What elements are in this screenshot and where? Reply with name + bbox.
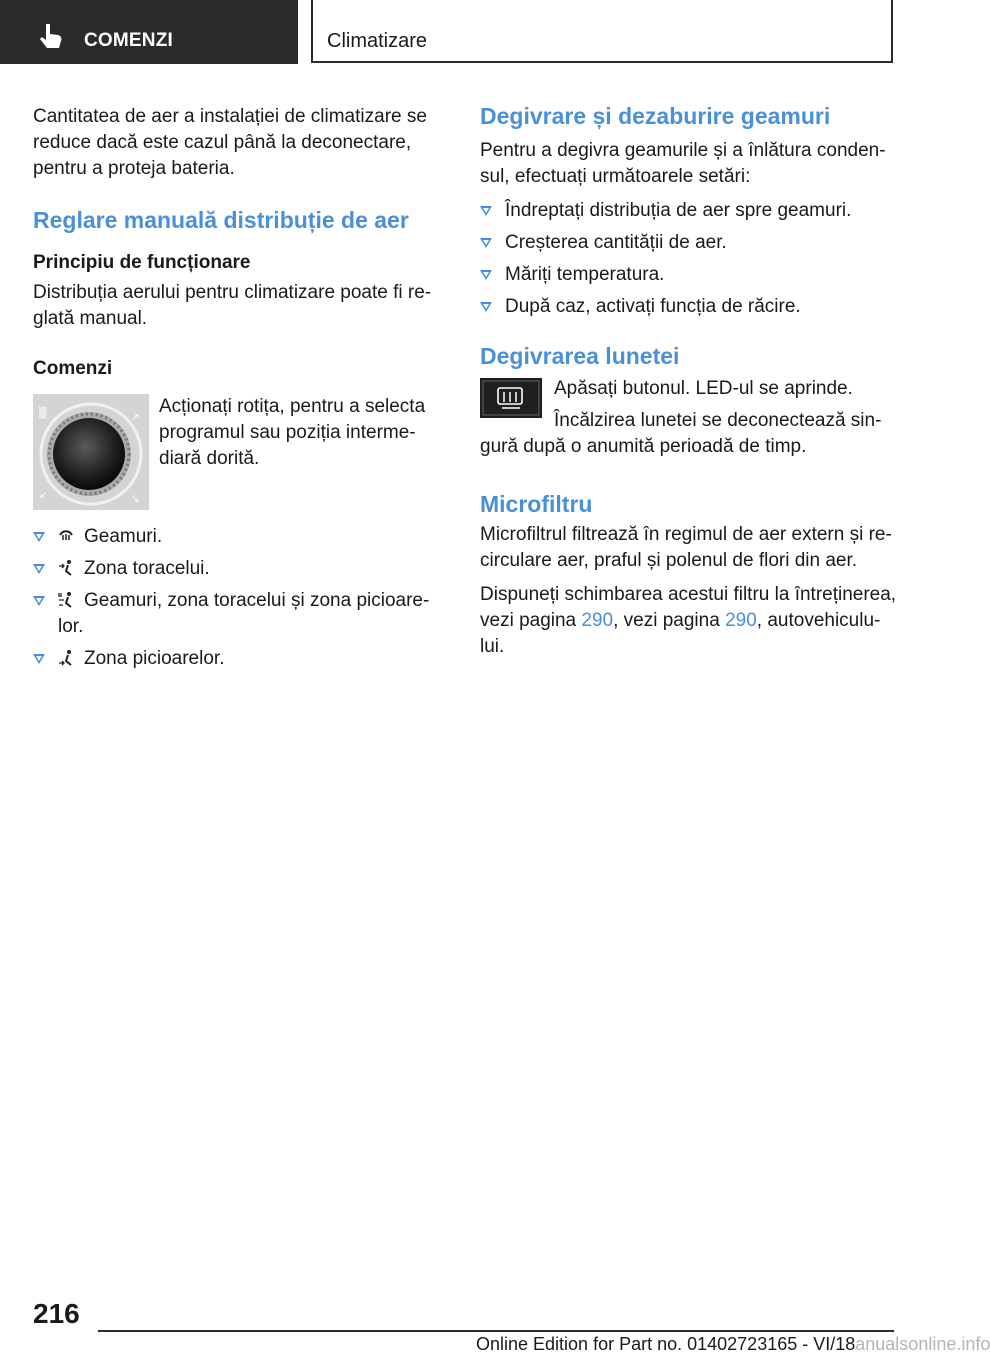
svg-text:▒: ▒	[39, 408, 47, 419]
list-item	[33, 556, 443, 582]
svg-text:↙: ↙	[39, 490, 48, 501]
defrost-steps-list	[480, 198, 900, 320]
rear-defrost-block	[480, 376, 900, 460]
svg-text:↗: ↗	[131, 412, 140, 423]
bullet-triangle-icon	[33, 654, 45, 664]
windshield-vent-icon	[58, 527, 74, 545]
bullet-triangle-icon	[33, 596, 45, 606]
svg-text:↘: ↘	[131, 494, 140, 505]
edition-text: Online Edition for Part no. 01402723165 - VI/18	[476, 1334, 856, 1354]
footer-divider	[98, 1330, 894, 1332]
list-item	[480, 198, 900, 224]
bullet-triangle-icon	[480, 238, 492, 248]
bullet-triangle-icon	[480, 302, 492, 312]
heading-microfilter: Microfiltru	[480, 491, 593, 517]
list-item	[33, 524, 443, 550]
bullet-triangle-icon	[480, 206, 492, 216]
list-item-text: Zona picioarelor.	[84, 648, 225, 669]
air-distribution-knob-image	[33, 394, 149, 510]
rear-defrost-note: Încălzirea lunetei se deconectează sin-gură după o anumită perioadă de timp.	[480, 410, 882, 457]
header-tab-label: COMENZI	[84, 30, 174, 51]
footer-edition	[476, 1334, 990, 1355]
bullet-triangle-icon	[33, 564, 45, 574]
section-header	[311, 0, 893, 63]
vent-options-list	[33, 524, 443, 672]
right-column	[480, 100, 900, 660]
page-link[interactable]: 290	[581, 610, 614, 631]
heading-defrost: Degivrare și dezaburire geamuri	[480, 103, 831, 129]
principle-paragraph: Distribuția aerului pentru climatizare poate fi re-glată manual.	[33, 282, 432, 329]
defrost-paragraph: Pentru a degivra geamurile și a înlătura conden-sul, efectuați următoarele setări:	[480, 140, 886, 187]
list-item	[33, 646, 443, 672]
left-column	[33, 100, 443, 672]
list-item-text: Geamuri.	[84, 526, 163, 547]
watermark: anualsonline.info	[855, 1334, 990, 1354]
rear-window-defrost-button-image	[480, 378, 542, 418]
subheading-controls: Comenzi	[33, 358, 113, 379]
page-link[interactable]: 290	[725, 610, 757, 631]
microfilter-paragraph: Microfiltrul filtrează în regimul de aer extern și re-circulare aer, praful și polenul de flori din aer.	[480, 524, 892, 571]
header-tab	[0, 0, 298, 64]
list-item	[480, 294, 900, 320]
heading-rear-window: Degivrarea lunetei	[480, 343, 680, 369]
heading-manual-distribution: Reglare manuală distribuție de aer	[33, 207, 409, 233]
list-item-text: Măriți temperatura.	[505, 264, 665, 285]
windshield-chest-foot-vent-icon	[58, 591, 74, 609]
list-item-text: Îndreptați distribuția de aer spre geamuri.	[505, 200, 852, 221]
hand-pointer-icon	[38, 22, 64, 50]
list-item-text: Creșterea cantității de aer.	[505, 232, 727, 253]
bullet-triangle-icon	[33, 532, 45, 542]
list-item	[33, 588, 443, 640]
knob-instruction: Acționați rotița, pentru a selecta programul sau poziția interme-diară dorită.	[159, 396, 426, 469]
list-item	[480, 262, 900, 288]
list-item-text: Geamuri, zona toracelui și zona picioare-lor.	[58, 590, 430, 637]
microfilter-service-paragraph: Dispuneți schimbarea acestui filtru la întreținerea, vezi pagina 290, vezi pagina 290, autovehiculu-lui.	[480, 584, 897, 657]
chest-vent-icon	[58, 559, 74, 577]
list-item-text: Zona toracelui.	[84, 558, 210, 579]
section-title: Climatizare	[327, 30, 428, 52]
subheading-principle: Principiu de funcționare	[33, 252, 251, 273]
knob-block	[33, 394, 443, 510]
list-item	[480, 230, 900, 256]
bullet-triangle-icon	[480, 270, 492, 280]
intro-paragraph: Cantitatea de aer a instalației de climatizare se reduce dacă este cazul până la deconectare, pentru a proteja bateria.	[33, 106, 427, 179]
rear-defrost-instruction: Apăsați butonul. LED-ul se aprinde.	[554, 378, 853, 399]
page-number: 216	[33, 1298, 80, 1329]
foot-vent-icon	[58, 649, 74, 667]
list-item-text: După caz, activați funcția de răcire.	[505, 296, 801, 317]
